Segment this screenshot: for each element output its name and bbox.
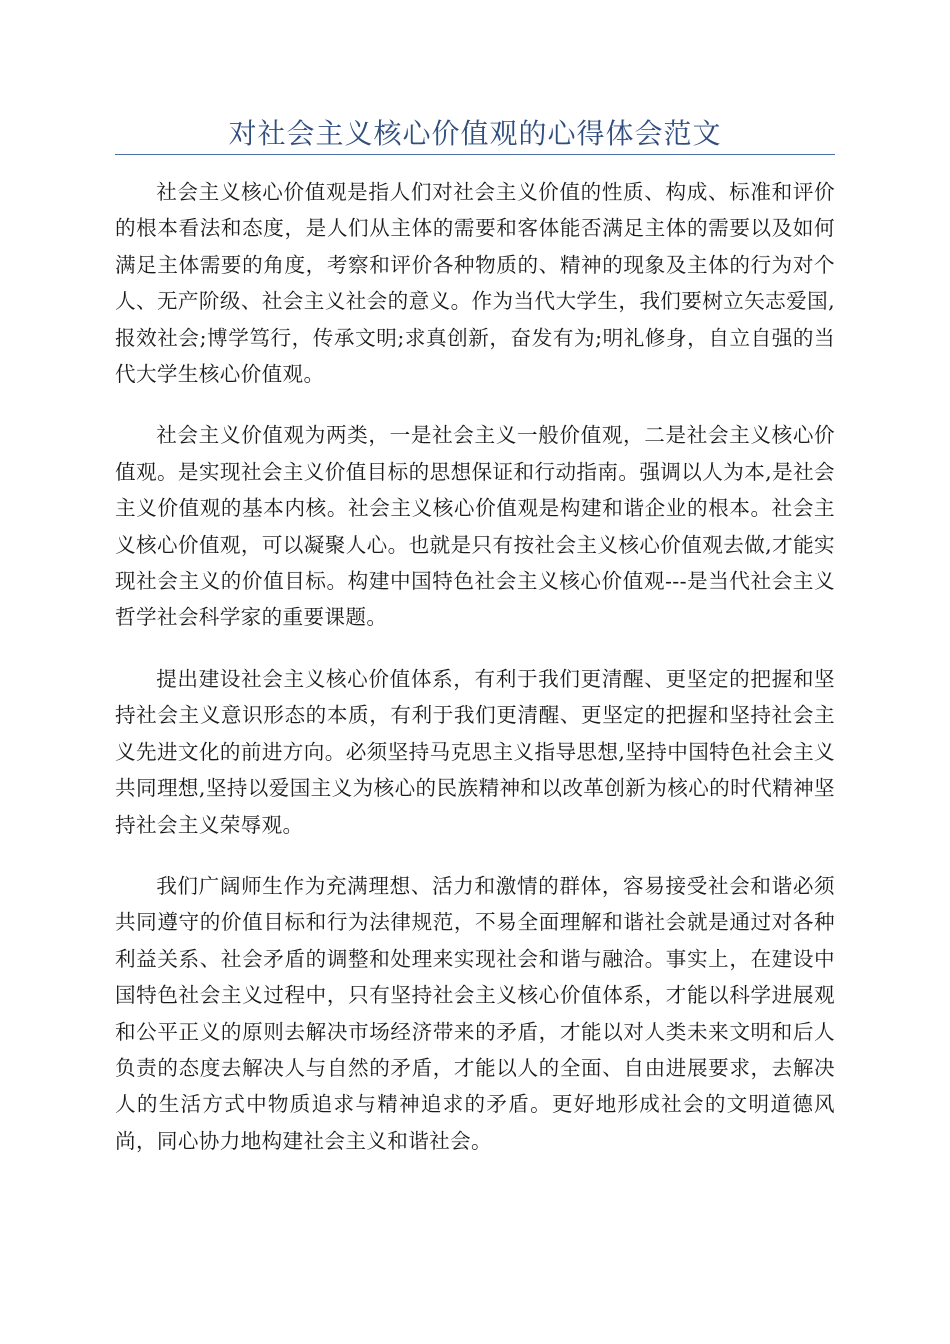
title-underline: [115, 154, 835, 155]
paragraph-1: 社会主义核心价值观是指人们对社会主义价值的性质、构成、标准和评价的根本看法和态度，是人们从主体的需要和客体能否满足主体的需要以及如何满足主体需要的角度，考察和评价各种物质的、精神的现象及主体的行为对个人、无产阶级、社会主义社会的意义。作为当代大学生，我们要树立矢志爱国,报效社会;博学笃行，传承文明;求真创新，奋发有为;明礼修身，自立自强的当代大学生核心价值观。: [115, 180, 835, 387]
document-title: 对社会主义核心价值观的心得体会范文: [228, 117, 722, 150]
paragraph-4: 我们广阔师生作为充满理想、活力和激情的群体，容易接受社会和谐必须共同遵守的价值目标和行为法律规范，不易全面理解和谐社会就是通过对各种利益关系、社会矛盾的调整和处理来实现社会和谐与融洽。事实上，在建设中国特色社会主义过程中，只有坚持社会主义核心价值体系，才能以科学进展观和公平正义的原则去解决市场经济带来的矛盾，才能以对人类未来文明和后人负责的态度去解决人与自然的矛盾，才能以人的全面、自由进展要求，去解决人的生活方式中物质追求与精神追求的矛盾。更好地形成社会的文明道德风尚，同心协力地构建社会主义和谐社会。: [115, 873, 835, 1153]
paragraph-2: 社会主义价值观为两类，一是社会主义一般价值观，二是社会主义核心价值观。是实现社会主义价值目标的思想保证和行动指南。强调以人为本,是社会主义价值观的基本内核。社会主义核心价值观是构建和谐企业的根本。社会主义核心价值观，可以凝聚人心。也就是只有按社会主义核心价值观去做,才能实现社会主义的价值目标。构建中国特色社会主义核心价值观---是当代社会主义哲学社会科学家的重要课题。: [115, 423, 835, 630]
document-body: [115, 174, 835, 1184]
paragraph-3: 提出建设社会主义核心价值体系，有利于我们更清醒、更坚定的把握和坚持社会主义意识形态的本质，有利于我们更清醒、更坚定的把握和坚持社会主义先进文化的前进方向。必须坚持马克思主义指导思想,坚持中国特色社会主义共同理想,坚持以爱国主义为核心的民族精神和以改革创新为核心的时代精神坚持社会主义荣辱观。: [115, 666, 835, 837]
